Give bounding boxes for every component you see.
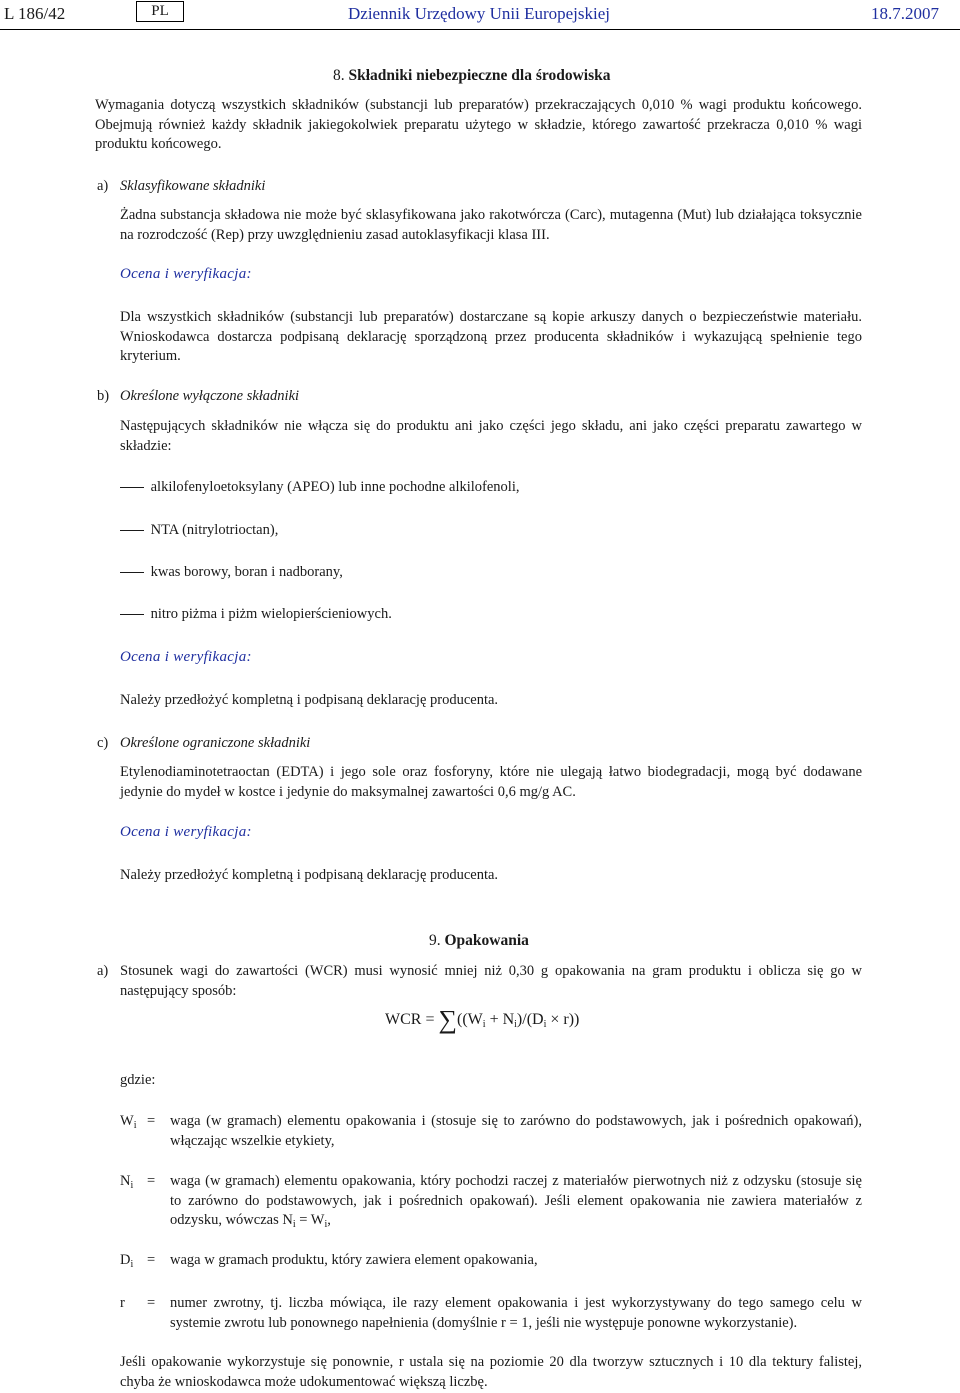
section-8-number: 8. bbox=[333, 67, 345, 84]
item-a-ocena-heading: Ocena i weryfikacja: bbox=[120, 266, 252, 282]
section-9-title: Opakowania bbox=[444, 932, 529, 949]
def-symbol-subscript: i bbox=[130, 1180, 134, 1191]
item-c-title: Określone ograniczone składniki bbox=[120, 735, 311, 751]
item-b-ocena-text: Należy przedłożyć kompletną i podpisaną deklarację producenta. bbox=[120, 692, 499, 708]
item-c-ocena-text: Należy przedłożyć kompletną i podpisaną deklarację producenta. bbox=[120, 867, 499, 883]
def-text-end: , bbox=[327, 1212, 331, 1228]
item-a-text: Żadna substancja składowa nie może być sklasyfikowana jako rakotwórcza (Carc), mutagenna (Mut) lub działająca toksycznie na rozrodczość (Rep) przy uwzględnieniu zasad autoklasyfikacji klasa III. bbox=[120, 207, 862, 243]
header-divider bbox=[0, 29, 960, 30]
formula-subscript: i bbox=[482, 1019, 486, 1030]
def-symbol-letter: W bbox=[120, 1113, 134, 1129]
section-9-heading bbox=[429, 932, 529, 950]
def-equals: = bbox=[147, 1252, 156, 1268]
def-text: waga (w gramach) elementu opakowania i (stosuje się to zarówno do podstawowych, jak i pośrednich opakowań), włączając wszelkie etykiety, bbox=[170, 1113, 862, 1149]
gdzie-label: gdzie: bbox=[120, 1072, 156, 1088]
list-item-text: alkilofenyloetoksylany (APEO) lub inne pochodne alkilofenoli, bbox=[150, 479, 520, 495]
section-8-heading bbox=[333, 67, 610, 85]
def-symbol-letter: N bbox=[120, 1173, 131, 1189]
def-equals: = bbox=[147, 1173, 156, 1189]
item-c-letter: c) bbox=[97, 735, 109, 751]
def-symbol bbox=[120, 1294, 125, 1314]
item-c-text: Etylenodiaminotetraoctan (EDTA) i jego sole oraz fosforyny, które nie ulegają łatwo biodegradacji, mogą być dodawane jedynie do mydeł w kostce i jedynie do maksymalnej zawartości 0,6 mg/g AC. bbox=[120, 764, 862, 800]
def-symbol bbox=[120, 1172, 133, 1192]
item-9a-text: Stosunek wagi do zawartości (WCR) musi wynosić mniej niż 0,30 g opakowania na gram produktu i oblicza się go w następujący sposób: bbox=[120, 963, 862, 999]
item-a-ocena-text: Dla wszystkich składników (substancji lub preparatów) dostarczane są kopie arkuszy danych o bezpieczeństwie materiału. Wnioskodawca dostarcza podpisaną deklarację sporządzoną przez producenta składników i wykazującą spełnienie tego kryterium. bbox=[120, 309, 862, 364]
list-item bbox=[120, 478, 520, 497]
list-item-text: kwas borowy, boran i nadborany, bbox=[150, 564, 343, 580]
dash-mark bbox=[120, 614, 144, 615]
language-box: PL bbox=[136, 1, 184, 22]
publication-date: 18.7.2007 bbox=[871, 4, 939, 23]
def-text: waga w gramach produktu, który zawiera element opakowania, bbox=[170, 1252, 538, 1268]
item-a-letter: a) bbox=[97, 178, 109, 194]
journal-title: Dziennik Urzędowy Unii Europejskiej bbox=[348, 4, 611, 23]
item-a-title: Sklasyfikowane składniki bbox=[120, 178, 266, 194]
def-symbol bbox=[120, 1251, 133, 1271]
def-symbol-letter: r bbox=[120, 1295, 125, 1311]
item-b-text: Następujących składników nie włącza się do produktu ani jako części jego składu, ani jako części preparatu zawartego w składzie: bbox=[120, 418, 862, 454]
list-item-text: NTA (nitrylotrioctan), bbox=[150, 522, 279, 538]
formula-part: + N bbox=[485, 1011, 515, 1028]
wcr-formula bbox=[385, 1005, 580, 1034]
dash-mark bbox=[120, 530, 144, 531]
closing-paragraph: Jeśli opakowanie wykorzystuje się ponownie, r ustala się na poziomie 20 dla tworzyw sztucznych i 10 dla tektury falistej, chyba że wnioskodawca może udokumentować większą liczbę. bbox=[120, 1354, 862, 1390]
def-equals: = bbox=[147, 1295, 156, 1311]
def-text: numer zwrotny, tj. liczba mówiąca, ile razy element opakowania i jest wykorzystywany do tego samego celu w systemie zwrotu lub ponownego napełnienia (domyślnie r = 1, jeśli nie występuje ponowne wykorzystanie). bbox=[170, 1295, 862, 1331]
item-b-ocena-heading: Ocena i weryfikacja: bbox=[120, 649, 252, 665]
item-b-letter: b) bbox=[97, 388, 110, 404]
def-symbol-subscript: i bbox=[130, 1259, 134, 1270]
section-8-intro: Wymagania dotyczą wszystkich składników (substancji lub preparatów) przekraczających 0,010 % wagi produktu końcowego. Obejmują również każdy składnik jakiegokolwiek preparatu użytego w składzie, którego zawartość przekracza 0,010 % wagi produktu końcowego. bbox=[95, 97, 862, 152]
def-symbol bbox=[120, 1112, 136, 1132]
def-text-mid: = W bbox=[295, 1212, 325, 1228]
formula-lhs: WCR = bbox=[385, 1011, 435, 1028]
section-9-number: 9. bbox=[429, 932, 441, 949]
formula-part: )/(D bbox=[516, 1011, 544, 1028]
formula-subscript: i bbox=[543, 1019, 547, 1030]
def-text bbox=[170, 1172, 862, 1231]
formula-subscript: i bbox=[514, 1019, 517, 1030]
page-reference: L 186/42 bbox=[4, 4, 66, 23]
section-8-title: Składniki niebezpieczne dla środowiska bbox=[348, 67, 611, 84]
def-equals: = bbox=[147, 1113, 156, 1129]
formula-part: ((W bbox=[457, 1011, 483, 1028]
item-9a-letter: a) bbox=[97, 963, 109, 979]
list-item bbox=[120, 563, 343, 582]
list-item bbox=[120, 605, 392, 624]
formula-part: × r)) bbox=[546, 1011, 580, 1028]
dash-mark bbox=[120, 487, 144, 488]
list-item bbox=[120, 521, 278, 540]
def-symbol-letter: D bbox=[120, 1252, 131, 1268]
sum-symbol: ∑ bbox=[438, 1005, 458, 1034]
def-symbol-subscript: i bbox=[133, 1120, 137, 1131]
dash-mark bbox=[120, 572, 144, 573]
list-item-text: nitro piżma i piżm wielopierścieniowych. bbox=[150, 606, 392, 622]
def-text-main: waga (w gramach) elementu opakowania, który pochodzi raczej z materiałów pierwotnych niż z odzysku (stosuje się to zarówno do podstawowych, jak i pośrednich opakowań). Jeśli element opakowania nie zawiera materiałów z odzysku, wówczas N bbox=[170, 1173, 862, 1228]
def-subscript: i bbox=[324, 1219, 328, 1230]
item-c-ocena-heading: Ocena i weryfikacja: bbox=[120, 824, 252, 840]
item-b-title: Określone wyłączone składniki bbox=[120, 388, 300, 404]
def-subscript: i bbox=[292, 1219, 296, 1230]
